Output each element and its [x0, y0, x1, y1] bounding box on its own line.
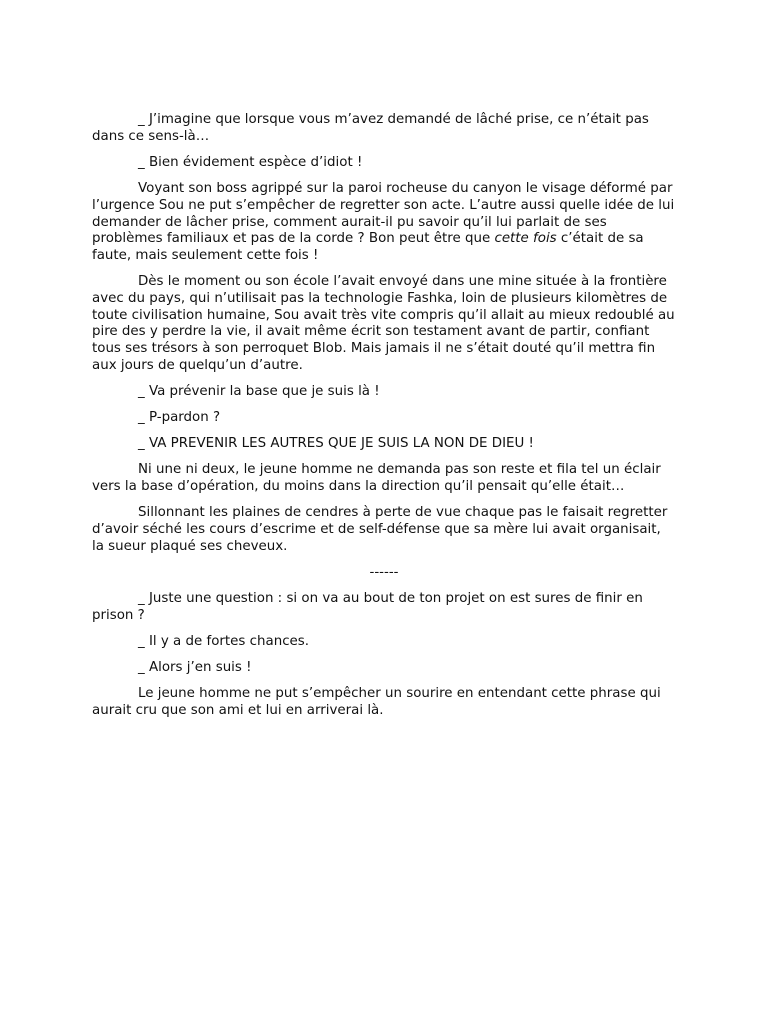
paragraph: _ P-pardon ? — [138, 410, 221, 426]
paragraph: Dès le moment ou son école l’avait envoyé dans une mine située à la frontière avec du pays, qui n’utilisait pas la technologie Fashka, loin de plusieurs kilomètres de toute civilisation humaine, Sou avait très vite compris qu’il allait au mieux redoublé au pire des y perdre la vie, il avait même écrit son testament avant de partir, confiant tous ses trésors à son perroquet Blob. Mais jamais il ne s’était douté qu’il mettra fin aux jours de quelqu’un d’autre. — [92, 274, 675, 373]
scene-separator: ------ — [369, 564, 399, 580]
italic-text: cette fois — [494, 231, 557, 247]
paragraph: _ Va prévenir la base que je suis là ! — [138, 383, 380, 399]
paragraph: _ Il y a de fortes chances. — [138, 634, 310, 650]
paragraph: _ Alors j’en suis ! — [138, 660, 252, 676]
paragraph-text: c’était de sa faute, mais seulement cette fois ! — [92, 231, 644, 263]
paragraph: _ Bien évidement espèce d’idiot ! — [138, 154, 363, 170]
paragraph: _ Juste une question : si on va au bout de ton projet on est sures de finir en prison ? — [92, 591, 643, 623]
paragraph: Sillonnant les plaines de cendres à perte de vue chaque pas le faisait regretter d’avoir séché les cours d’escrime et de self-défense que sa mère lui avait organisait, la sueur plaqué ses cheveux. — [92, 505, 668, 554]
paragraph: _ VA PREVENIR LES AUTRES QUE JE SUIS LA NON DE DIEU ! — [138, 436, 534, 452]
paragraph: _ J’imagine que lorsque vous m’avez demandé de lâché prise, ce n’était pas dans ce sens-là… — [92, 112, 649, 144]
document-page — [92, 112, 676, 729]
paragraph: Le jeune homme ne put s’empêcher un sourire en entendant cette phrase qui aurait cru que son ami et lui en arriverai là. — [92, 686, 661, 719]
paragraph — [92, 181, 676, 265]
paragraph: Ni une ni deux, le jeune homme ne demanda pas son reste et fila tel un éclair vers la base d’opération, du moins dans la direction qu’il pensait qu’elle était… — [92, 462, 661, 495]
paragraph-text: Voyant son boss agrippé sur la paroi rocheuse du canyon le visage déformé par l’urgence Sou ne put s’empêcher de regretter son acte. L’autre aussi quelle idée de lui demander de lâcher prise, comment aurait-il pu savoir qu’il lui parlait de ses problèmes familiaux et pas de la corde ? Bon peut être que — [92, 181, 675, 247]
